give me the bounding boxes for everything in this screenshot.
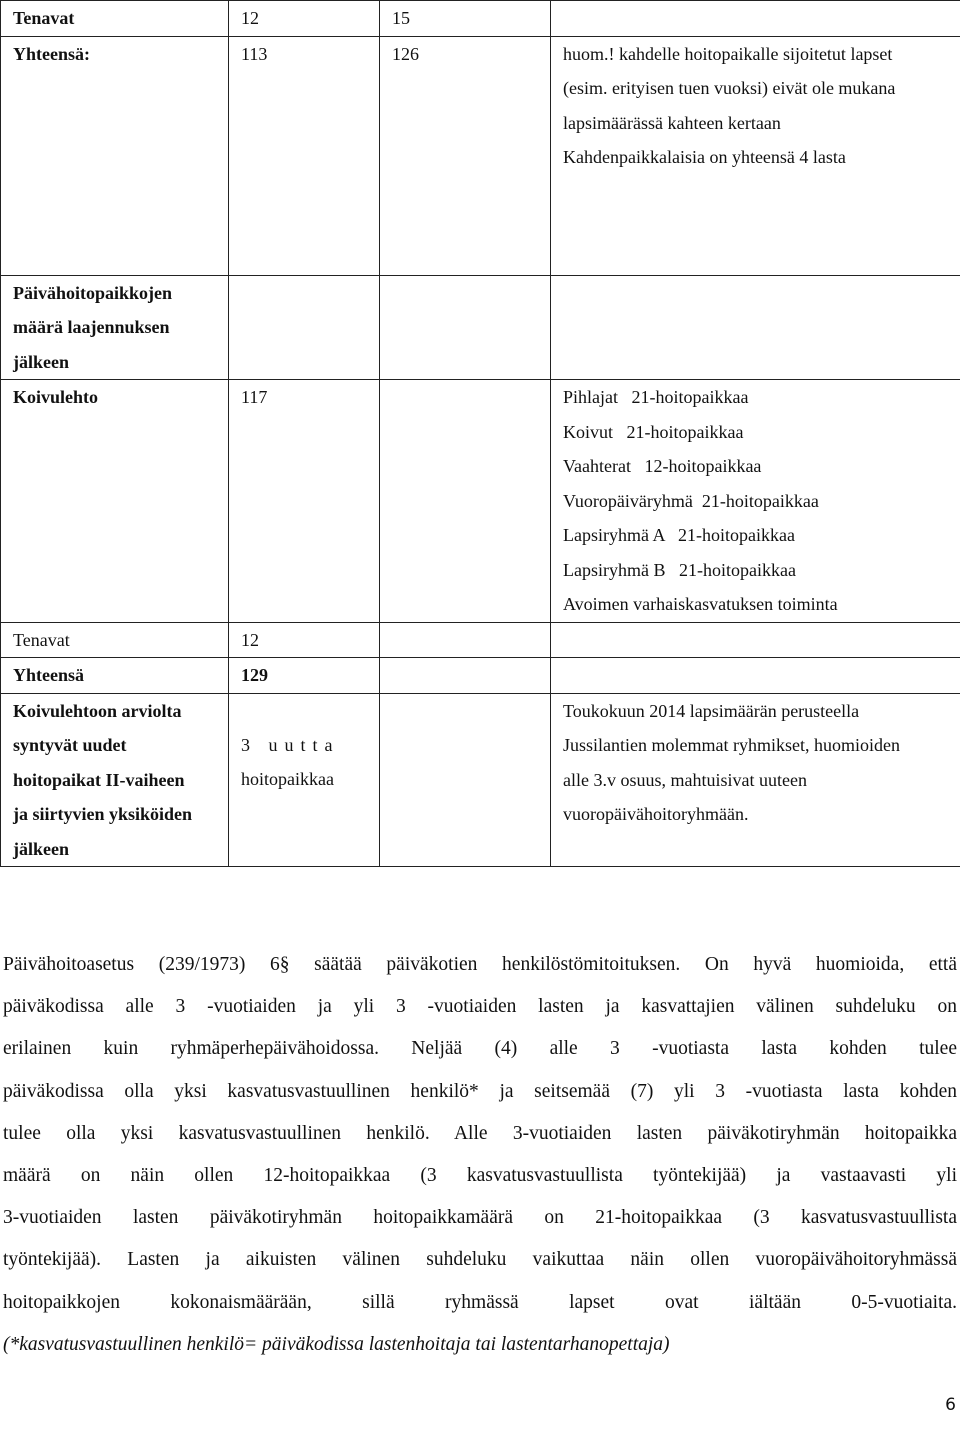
footnote: (*kasvatusvastuullinen henkilö= päiväkodissa lastenhoitaja tai lastentarhanopettaja) — [3, 1333, 670, 1355]
note-line: alle 3.v osuus, mahtuisivat uuteen — [563, 769, 807, 790]
cell-empty — [229, 275, 380, 380]
cell-value: 12 — [229, 1, 380, 37]
note-line: Toukokuun 2014 lapsimäärän perusteella — [563, 700, 860, 721]
note-line: (esim. erityisen tuen vuoksi) eivät ole mukana — [563, 78, 896, 98]
value-line: 3 uutta — [241, 734, 340, 755]
body-paragraph — [3, 944, 957, 1366]
label-line: hoitopaikat II-vaiheen — [13, 769, 185, 790]
paragraph-line: hoitopaikkojen kokonaismäärään, sillä ryhmässä lapset ovat iältään 0-5-vuotiaita. — [3, 1291, 957, 1313]
label-line: ja siirtyvien yksiköiden — [13, 804, 193, 824]
cell-value: 129 — [229, 658, 380, 694]
table-row — [1, 380, 960, 623]
group-line: Vaahterat 12-hoitopaikkaa — [563, 456, 762, 476]
row-label: Yhteensä: — [1, 36, 229, 275]
label-line: jälkeen — [13, 838, 69, 859]
section-heading — [1, 275, 229, 380]
table-row — [1, 1, 960, 37]
paragraph-line: päiväkodissa olla yksi kasvatusvastuullinen henkilö* ja seitsemää (7) yli 3 -vuotiasta lasta kohden — [3, 1080, 957, 1102]
paragraph-line: tulee olla yksi kasvatusvastuullinen henkilö. Alle 3-vuotiaiden lasten päiväkotiryhmän hoitopaikka — [3, 1122, 957, 1144]
paragraph-line: työntekijää). Lasten ja aikuisten välinen suhdeluku vaikuttaa näin ollen vuoropäivähoitoryhmässä — [3, 1249, 957, 1271]
heading-line: jälkeen — [13, 351, 69, 372]
cell-value: 15 — [380, 1, 551, 37]
cell-empty — [380, 275, 551, 380]
cell-value: 12 — [229, 622, 380, 658]
group-line: Vuoropäiväryhmä 21-hoitopaikkaa — [563, 490, 819, 511]
group-line: Pihlajat 21-hoitopaikkaa — [563, 387, 749, 407]
heading-line: määrä laajennuksen — [13, 317, 170, 337]
cell-empty — [551, 658, 960, 694]
row-label: Tenavat — [1, 622, 229, 658]
cell-value — [229, 693, 380, 867]
note-line: huom.! kahdelle hoitopaikalle sijoitetut lapset — [563, 43, 893, 64]
cell-empty — [551, 1, 960, 37]
cell-empty — [551, 275, 960, 380]
group-line: Lapsiryhmä B 21-hoitopaikkaa — [563, 559, 796, 580]
cell-empty — [551, 622, 960, 658]
cell-value: 113 — [229, 36, 380, 275]
note-cell — [551, 36, 960, 275]
row-label: Koivulehto — [1, 380, 229, 623]
table-row — [1, 622, 960, 658]
cell-empty — [380, 622, 551, 658]
note-line: lapsimäärässä kahteen kertaan — [563, 112, 781, 133]
heading-line: Päivähoitopaikkojen — [13, 282, 173, 303]
paragraph-line: määrä on näin ollen 12-hoitopaikkaa (3 kasvatusvastuullista työntekijää) ja vastaavasti yli — [3, 1165, 957, 1187]
row-label: Yhteensä — [1, 658, 229, 694]
group-line: Koivut 21-hoitopaikkaa — [563, 421, 744, 442]
cell-empty — [380, 693, 551, 867]
note-line: Kahdenpaikkalaisia on yhteensä 4 lasta — [563, 147, 846, 167]
groups-cell — [551, 380, 960, 623]
group-line: Avoimen varhaiskasvatuksen toiminta — [563, 594, 838, 614]
value-line: hoitopaikkaa — [241, 769, 334, 789]
page-number: 6 — [945, 1395, 956, 1415]
paragraph-line: päiväkodissa alle 3 -vuotiaiden ja yli 3 -vuotiaiden lasten ja kasvattajien välinen suhdeluku on — [3, 996, 957, 1018]
table-row — [1, 693, 960, 867]
label-line: Koivulehtoon arviolta — [13, 700, 182, 721]
cell-empty — [380, 380, 551, 623]
table-row — [1, 275, 960, 380]
cell-empty — [380, 658, 551, 694]
table-row — [1, 36, 960, 275]
cell-value: 126 — [380, 36, 551, 275]
paragraph-line: erilainen kuin ryhmäperhepäivähoidossa. Neljää (4) alle 3 -vuotiasta lasta kohden tulee — [3, 1038, 957, 1060]
note-line: vuoropäivähoitoryhmään. — [563, 804, 749, 824]
paragraph-line: Päivähoitoasetus (239/1973) 6§ säätää päiväkotien henkilöstömitoituksen. On hyvä huomioida, että — [3, 954, 957, 975]
row-label: Tenavat — [1, 1, 229, 37]
note-line: Jussilantien molemmat ryhmikset, huomioiden — [563, 735, 900, 755]
table-row — [1, 658, 960, 694]
row-label — [1, 693, 229, 867]
cell-value: 117 — [229, 380, 380, 623]
note-cell — [551, 693, 960, 867]
group-line: Lapsiryhmä A 21-hoitopaikkaa — [563, 525, 795, 545]
paragraph-line: 3-vuotiaiden lasten päiväkotiryhmän hoitopaikkamäärä on 21-hoitopaikkaa (3 kasvatusvastuullista — [3, 1207, 957, 1229]
label-line: syntyvät uudet — [13, 735, 127, 755]
